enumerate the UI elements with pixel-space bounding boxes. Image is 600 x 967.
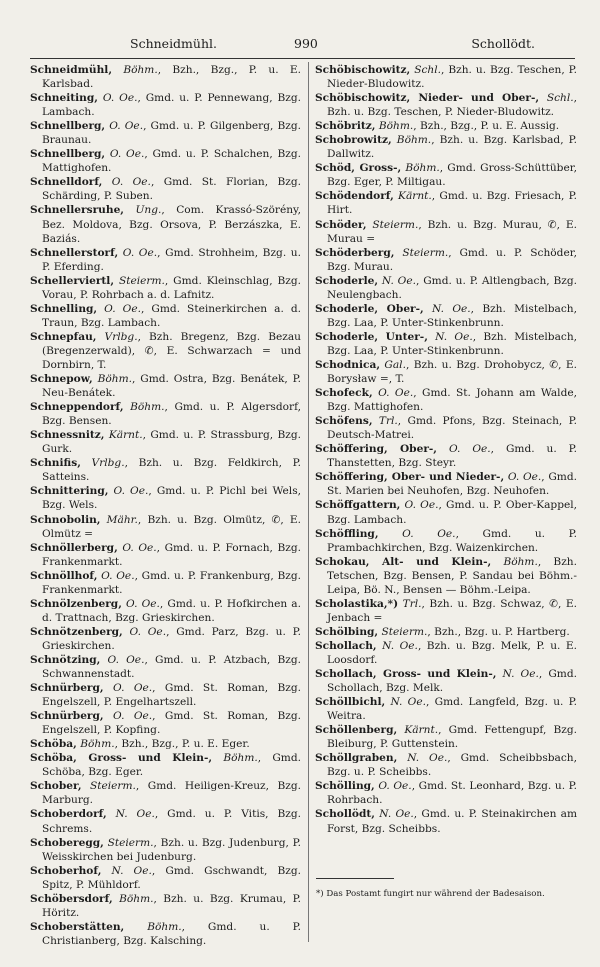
entry-details: , Gmd. u. P. Atzbach, Bzg. Schwannenstadt. [42, 653, 301, 681]
entry-headword: Schnepow, [30, 373, 93, 386]
gazetteer-entry [315, 625, 577, 639]
gazetteer-entry [315, 218, 577, 246]
gazetteer-entry [315, 555, 577, 597]
entry-headword: Schnifis, [30, 457, 81, 470]
entry-details: , Gmd. Schollach, Bzg. Melk. [327, 668, 577, 695]
entry-province: Böhm. [503, 555, 538, 568]
entry-province: Kärnt. [398, 190, 432, 203]
entry-headword: Schölbing, [315, 625, 379, 638]
entry-province: O. Oe. [102, 92, 138, 105]
entry-province: O. Oe. [109, 120, 144, 133]
entry-province: N. Oe. [435, 330, 473, 343]
gazetteer-entry [315, 246, 577, 274]
gazetteer-entry [315, 302, 577, 330]
entry-province: Vrlbg. [91, 457, 125, 470]
gazetteer-entry [315, 807, 577, 835]
entry-province: N. Oe. [111, 864, 152, 877]
entry-details: , Gmd. u. P. Ober-Kappel, Bzg. Lambach. [327, 499, 578, 526]
entry-province: O. Oe. [104, 302, 141, 315]
entry-headword: Schöba, Gross- und Klein-, [30, 752, 213, 765]
left-column [30, 63, 301, 948]
entry-province: Böhm. [223, 752, 258, 765]
entry-province: O. Oe. [378, 780, 412, 793]
entry-headword: Schnellberg, [30, 148, 106, 161]
gazetteer-entry [315, 667, 577, 695]
entry-headword: Schnellerstorf, [30, 246, 119, 259]
gazetteer-entry [315, 442, 577, 470]
entry-details: , Bzh. Mistelbach, Bzg. Laa, P. Unter-Stinkenbrunn. [327, 302, 577, 329]
entry-province: O. Oe. [113, 710, 153, 723]
entry-province: Vrlbg. [104, 330, 138, 343]
entry-details: , Gmd. Heiligen-Kreuz, Bzg. Marburg. [42, 780, 301, 807]
entry-headword: Schollödt, [315, 808, 375, 821]
entry-province: O. Oe. [109, 148, 145, 161]
entry-province: O. Oe. [122, 246, 158, 259]
entry-details: , Gmd. u. P. Vitis, Bzg. Schrems. [42, 808, 301, 835]
entry-details: , Bzh. u. Bzg. Olmütz, ✆, E. Olmütz = [42, 513, 302, 540]
entry-headword: Schöllenberg, [315, 724, 398, 737]
gazetteer-entry [315, 751, 577, 779]
gazetteer-entry [30, 456, 301, 484]
entry-province: Schl. [546, 92, 574, 105]
entry-headword: Schoderle, Unter-, [315, 330, 428, 343]
entry-headword: Schöffering, Ober-, [315, 443, 438, 456]
gazetteer-entry [315, 414, 577, 442]
entry-details: , Bzh. u. Bzg. Murau, ✆, E. Murau = [327, 218, 577, 245]
entry-details: , Gmd. u. P. Altlengbach, Bzg. Neulengbach. [327, 274, 577, 301]
entry-province: O. Oe. [107, 653, 145, 666]
entry-details: , Gmd. u. P. Pichl bei Wels, Bzg. Wels. [42, 485, 301, 512]
entry-headword: Schölling, [315, 780, 375, 793]
entry-headword: Scholastika,*) [315, 597, 399, 610]
entry-details: , Bzh., Bzg., P. u. E. Karlsbad. [42, 64, 301, 91]
gazetteer-entry [315, 386, 577, 414]
entry-headword: Schöder, [315, 218, 367, 231]
entry-province: Trl. [402, 597, 422, 610]
right-column [315, 63, 577, 836]
entry-details: , Gmd. u. Bzg. Friesach, P. Hirt. [327, 190, 577, 217]
gazetteer-entry [30, 372, 301, 400]
entry-headword: Schnobolin, [30, 513, 101, 526]
gazetteer-entry [315, 189, 577, 217]
gazetteer-entry [30, 541, 301, 569]
entry-headword: Schöffling, [315, 527, 379, 540]
entry-headword: Schöbersdorf, [30, 892, 113, 905]
entry-details: , Gmd. Parz, Bzg. u. P. Grieskirchen. [42, 625, 301, 652]
gazetteer-entry [30, 779, 301, 807]
gazetteer-entry [30, 653, 301, 681]
entry-province: Böhm. [147, 920, 182, 933]
entry-headword: Schnittering, [30, 485, 109, 498]
gazetteer-entry [30, 203, 301, 245]
entry-province: N. Oe. [381, 274, 416, 287]
gazetteer-entry [315, 358, 577, 386]
entry-headword: Schnellberg, [30, 120, 106, 133]
entry-headword: Schnötzing, [30, 653, 101, 666]
entry-details: , Bzh. u. Bzg. Schwaz, ✆, E. Jenbach = [327, 597, 577, 624]
page-number: 990 [294, 36, 318, 51]
entry-details: , Gmd. St. Marien bei Neuhofen, Bzg. Neuhofen. [327, 471, 577, 498]
entry-headword: Schöllgraben, [315, 752, 398, 765]
entry-headword: Schöba, [30, 738, 77, 751]
gazetteer-entry [30, 400, 301, 428]
entry-headword: Schobrowitz, [315, 134, 392, 147]
gazetteer-entry [30, 91, 301, 119]
entry-headword: Schnelldorf, [30, 176, 103, 189]
entry-details: , Bzh. u. Bzg. Feldkirch, P. Satteins. [42, 457, 301, 484]
gazetteer-entry [315, 330, 577, 358]
gazetteer-entry [30, 302, 301, 330]
entry-province: Steierm. [89, 780, 136, 793]
entry-details: , Gmd. Scheibbsbach, Bzg. u. P. Scheibbs. [327, 752, 577, 779]
gazetteer-entry [315, 695, 577, 723]
entry-details: , Bzh. u. Bzg. Karlsbad, P. Dallwitz. [327, 134, 577, 161]
entry-province: Böhm. [123, 64, 158, 76]
entry-headword: Schöbischowitz, [315, 64, 411, 76]
entry-province: O. Oe. [122, 541, 157, 554]
entry-province: N. Oe. [379, 808, 414, 821]
entry-headword: Schoderle, Ober-, [315, 302, 424, 315]
entry-headword: Schnölzenberg, [30, 597, 122, 610]
entry-headword: Schneidmühl, [30, 64, 113, 76]
gazetteer-entry [30, 597, 301, 625]
gazetteer-entry [30, 428, 301, 456]
entry-details: , Gmd. Schöba, Bzg. Eger. [42, 752, 301, 779]
footnote: *) Das Postamt fungirt nur während der Badesaison. [316, 889, 545, 899]
entry-headword: Schödendorf, [315, 190, 394, 203]
entry-headword: Schnötzenberg, [30, 625, 123, 638]
entry-province: Steierm. [402, 246, 449, 259]
entry-details: , Bzh. u. Bzg. Teschen, P. Nieder-Bludowitz. [327, 92, 577, 119]
entry-province: Böhm. [119, 892, 154, 905]
gazetteer-entry [30, 274, 301, 302]
entry-details: , Bzh. u. Bzg. Drohobycz, ✆, E. Borysław =, T. [327, 358, 577, 386]
entry-headword: Schöffgattern, [315, 499, 401, 512]
entry-details: , Bzh., Bzg., P. u. E. Aussig. [413, 120, 560, 133]
gazetteer-entry [30, 330, 301, 372]
entry-province: N. Oe. [407, 752, 448, 765]
gazetteer-entry [315, 498, 577, 526]
entry-details: , Bzh., Bzg., P. u. E. Eger. [114, 738, 250, 751]
entry-details: , Bzh. u. Bzg. Melk, P. u. E. Loosdorf. [327, 639, 578, 666]
entry-headword: Schöfens, [315, 415, 373, 428]
entry-details: , Gmd. u. P. Prambachkirchen, Bzg. Waizenkirchen. [327, 527, 578, 554]
gazetteer-entry [30, 892, 301, 920]
entry-details: , Bzh. Tetschen, Bzg. Bensen, P. Sandau bei Böhm.-Leipa, Bö. N., Bensen — Böhm.-Leipa. [327, 555, 577, 596]
gazetteer-entry [30, 513, 301, 541]
entry-headword: Schober, [30, 780, 82, 793]
gazetteer-entry [315, 470, 577, 498]
entry-province: O. Oe. [113, 485, 149, 498]
entry-headword: Schoberdorf, [30, 808, 107, 821]
entry-details: , Bzh. u. Bzg. Judenburg, P. Weisskirchen bei Judenburg. [42, 836, 301, 863]
entry-details: , Gmd. u. P. Christianberg, Bzg. Kalsching. [42, 920, 301, 947]
gazetteer-entry [30, 709, 301, 737]
entry-details: , Gmd. Pfons, Bzg. Steinach, P. Deutsch-Matrei. [327, 415, 577, 442]
entry-headword: Schoberhof, [30, 864, 102, 877]
entry-province: Böhm. [130, 401, 165, 414]
gazetteer-entry [30, 175, 301, 203]
entry-province: Trl. [378, 415, 398, 428]
gazetteer-entry [30, 625, 301, 653]
gazetteer-entry [315, 779, 577, 807]
entry-details: , Gmd. Strohheim, Bzg. u. P. Eferding. [42, 246, 302, 273]
entry-headword: Schöderberg, [315, 246, 395, 259]
entry-province: O. Oe. [448, 443, 491, 456]
entry-province: Böhm. [378, 120, 414, 133]
entry-province: O. Oe. [126, 597, 160, 610]
entry-headword: Schöbritz, [315, 120, 376, 133]
gazetteer-entry [30, 484, 301, 512]
gazetteer-entry [315, 527, 577, 555]
entry-headword: Schöd, Gross-, [315, 162, 402, 175]
header-left-catchword: Schneidmühl. [130, 36, 217, 51]
gazetteer-entry [30, 569, 301, 597]
gazetteer-entry [30, 246, 301, 274]
entry-headword: Schnöllerberg, [30, 541, 118, 554]
entry-headword: Schnelling, [30, 302, 98, 315]
entry-province: N. Oe. [382, 639, 418, 652]
entry-province: Böhm. [405, 162, 440, 175]
entry-headword: Schoberstätten, [30, 920, 125, 933]
entry-details: , Bzh. u. Bzg. Teschen, P. Nieder-Bludowitz. [327, 64, 577, 91]
gazetteer-entry [315, 639, 577, 667]
gazetteer-entry [30, 864, 301, 892]
entry-province: Böhm. [396, 134, 432, 147]
entry-headword: Schellerviertl, [30, 274, 115, 287]
entry-details: , Com. Krassó-Szörény, Bez. Moldova, Bzg. Orsova, P. Berzászka, E. Baziás. [42, 204, 301, 245]
gazetteer-entry [315, 161, 577, 189]
entry-headword: Schnellersruhe, [30, 204, 124, 217]
entry-headword: Schöllbichl, [315, 696, 386, 709]
entry-details: , Gmd. Kleinschlag, Bzg. Vorau, P. Rohrbach a. d. Lafnitz. [42, 274, 301, 301]
entry-details: , Gmd. u. P. Pennewang, Bzg. Lambach. [42, 92, 301, 119]
entry-details: , Gmd. u. P. Strassburg, Bzg. Gurk. [42, 429, 302, 456]
entry-province: O. Oe. [113, 682, 153, 695]
entry-headword: Schoderle, [315, 274, 379, 287]
entry-details: , Gmd. St. Roman, Bzg. Engelszell, P. Engelhartszell. [42, 682, 301, 709]
entry-headword: Schnessnitz, [30, 429, 105, 442]
gazetteer-entry [30, 807, 301, 835]
gazetteer-entry [315, 63, 577, 91]
entry-details: , Gmd. Steinerkirchen a. d. Traun, Bzg. Lambach. [42, 302, 302, 329]
gazetteer-entry [30, 836, 301, 864]
entry-headword: Schoberegg, [30, 836, 104, 849]
gazetteer-entry [315, 723, 577, 751]
entry-details: , Gmd. St. Roman, Bzg. Engelszell, P. Kopfing. [42, 710, 301, 737]
gazetteer-entry [315, 91, 577, 119]
entry-province: Kärnt. [404, 724, 439, 737]
entry-province: O. Oe. [378, 387, 414, 400]
gazetteer-entry [30, 681, 301, 709]
entry-details: , Gmd. u. P. Hofkirchen a. d. Trattnach, Bzg. Grieskirchen. [42, 597, 301, 624]
entry-province: N. Oe. [432, 302, 471, 315]
entry-details: , Gmd. u. P. Algersdorf, Bzg. Bensen. [42, 401, 301, 428]
entry-province: Steierm. [381, 625, 428, 638]
gazetteer-entry [30, 920, 301, 948]
entry-province: Ung. [135, 204, 162, 217]
entry-province: Steierm. [107, 836, 154, 849]
entry-details: , Gmd. u. P. Frankenburg, Bzg. Frankenmarkt. [42, 569, 301, 596]
entry-province: O. Oe. [404, 499, 439, 512]
entry-headword: Schnürberg, [30, 710, 104, 723]
entry-details: , Gmd. u. P. Steinakirchen am Forst, Bzg. Scheibbs. [327, 808, 578, 835]
entry-headword: Schollach, [315, 639, 377, 652]
entry-details: , Gmd. St. Johann am Walde, Bzg. Mattighofen. [327, 387, 577, 414]
gazetteer-entry [315, 597, 577, 625]
column-divider [308, 62, 309, 942]
entry-details: , Gmd. u. P. Fornach, Bzg. Frankenmarkt. [42, 541, 301, 568]
entry-details: , Gmd. Langfeld, Bzg. u. P. Weitra. [327, 696, 577, 723]
gazetteer-entry [315, 133, 577, 161]
entry-details: , Gmd. u. P. Gilgenberg, Bzg. Braunau. [42, 120, 301, 147]
entry-province: O. Oe. [507, 471, 542, 484]
entry-province: Gal. [384, 358, 406, 371]
entry-province: Schl. [414, 64, 441, 76]
entry-headword: Schöffering, Ober- und Nieder-, [315, 471, 505, 484]
entry-headword: Schnöllhof, [30, 569, 98, 582]
entry-province: Böhm. [80, 738, 115, 751]
header-right-catchword: Schollödt. [471, 36, 535, 51]
entry-province: N. Oe. [115, 808, 155, 821]
entry-details: , Bzh. u. Bzg. Krumau, P. Höritz. [42, 892, 301, 919]
entry-province: Steierm. [372, 218, 419, 231]
entry-details: , Gmd. Gross-Schüttüber, Bzg. Eger, P. Miltigau. [327, 162, 577, 189]
entry-details: , Bzh. Bregenz, Bzg. Bezau (Bregenzerwald), ✆, E. Schwarzach = und Dornbirn, T. [42, 330, 302, 371]
entry-details: , Gmd. Ostra, Bzg. Benátek, P. Neu-Benátek. [42, 373, 301, 400]
entry-province: O. Oe. [129, 625, 167, 638]
gazetteer-entry [30, 147, 301, 175]
entry-details: , Bzh., Bzg. u. P. Hartberg. [427, 625, 570, 638]
entry-headword: Schodnica, [315, 358, 381, 371]
gazetteer-entry [30, 63, 301, 91]
gazetteer-entry [315, 119, 577, 133]
entry-headword: Schnürberg, [30, 682, 104, 695]
gazetteer-entry [30, 751, 301, 779]
entry-province: Mähr. [106, 513, 138, 526]
footnote-rule [316, 878, 394, 879]
entry-province: N. Oe. [390, 696, 426, 709]
entry-details: , Gmd. Fettengupf, Bzg. Bleiburg, P. Guttenstein. [327, 724, 577, 751]
entry-headword: Schokau, Alt- und Klein-, [315, 555, 492, 568]
entry-province: N. Oe. [502, 668, 539, 681]
entry-headword: Schöbischowitz, Nieder- und Ober-, [315, 92, 540, 105]
header-rule [30, 58, 575, 59]
gazetteer-entry [30, 119, 301, 147]
entry-province: Steierm. [118, 274, 165, 287]
entry-province: O. Oe. [101, 569, 135, 582]
entry-headword: Schneiting, [30, 92, 98, 105]
entry-headword: Schofeck, [315, 387, 373, 400]
entry-details: , Gmd. St. Florian, Bzg. Schärding, P. Suben. [42, 176, 302, 203]
entry-details: , Gmd. Gschwandt, Bzg. Spitz, P. Mühldorf. [42, 864, 301, 891]
entry-province: O. Oe. [111, 176, 151, 189]
gazetteer-entry [30, 737, 301, 751]
entry-headword: Schnepfau, [30, 330, 97, 343]
entry-province: Kärnt. [108, 429, 143, 442]
entry-details: , Gmd. St. Leonhard, Bzg. u. P. Rohrbach. [327, 780, 577, 807]
entry-details: , Bzh. Mistelbach, Bzg. Laa, P. Unter-Stinkenbrunn. [327, 330, 578, 357]
gazetteer-entry [315, 274, 577, 302]
entry-province: Böhm. [97, 373, 132, 386]
entry-details: , Gmd. u. P. Thanstetten, Bzg. Steyr. [327, 443, 577, 470]
running-header [30, 36, 575, 54]
entry-province: O. Oe. [402, 527, 456, 540]
entry-headword: Schneppendorf, [30, 401, 124, 414]
entry-details: , Gmd. u. P. Schalchen, Bzg. Mattighofen. [42, 148, 301, 175]
entry-headword: Schollach, Gross- und Klein-, [315, 668, 497, 681]
entry-details: , Gmd. u. P. Schöder, Bzg. Murau. [327, 246, 577, 273]
